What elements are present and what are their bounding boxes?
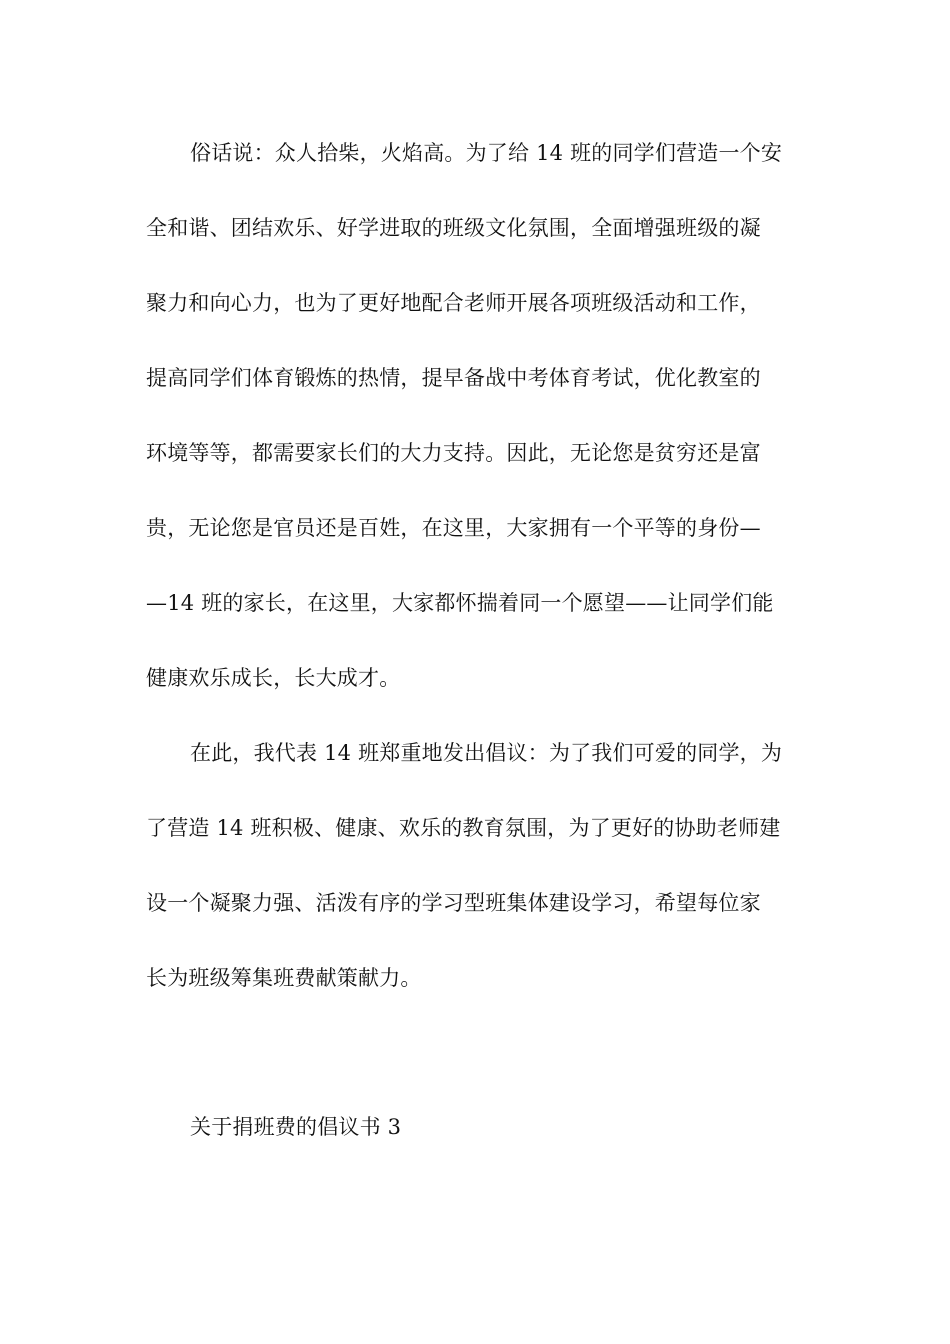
paragraph-2-line-4: 长为班级筹集班费献策献力。	[146, 966, 422, 990]
paragraph-1-line-8: 健康欢乐成长，长大成才。	[146, 666, 401, 690]
paragraph-2-line-2: 了营造 14 班积极、健康、欢乐的教育氛围，为了更好的协助老师建	[146, 816, 781, 840]
section-heading: 关于捐班费的倡议书 3	[190, 1115, 402, 1139]
paragraph-2-line-1: 在此，我代表 14 班郑重地发出倡议：为了我们可爱的同学，为	[190, 741, 783, 765]
paragraph-1-line-1: 俗话说：众人拾柴，火焰高。为了给 14 班的同学们营造一个安	[190, 141, 783, 165]
paragraph-2-line-3: 设一个凝聚力强、活泼有序的学习型班集体建设学习，希望每位家	[146, 891, 761, 915]
paragraph-1-line-7: —14 班的家长，在这里，大家都怀揣着同一个愿望——让同学们能	[146, 591, 774, 615]
paragraph-1-line-6: 贵，无论您是官员还是百姓，在这里，大家拥有一个平等的身份—	[146, 516, 761, 540]
paragraph-1-line-3: 聚力和向心力，也为了更好地配合老师开展各项班级活动和工作，	[146, 291, 761, 315]
paragraph-1-line-2: 全和谐、团结欢乐、好学进取的班级文化氛围，全面增强班级的凝	[146, 216, 761, 240]
paragraph-1-line-5: 环境等等，都需要家长们的大力支持。因此，无论您是贫穷还是富	[146, 441, 761, 465]
paragraph-1-line-4: 提高同学们体育锻炼的热情，提早备战中考体育考试，优化教室的	[146, 366, 761, 390]
